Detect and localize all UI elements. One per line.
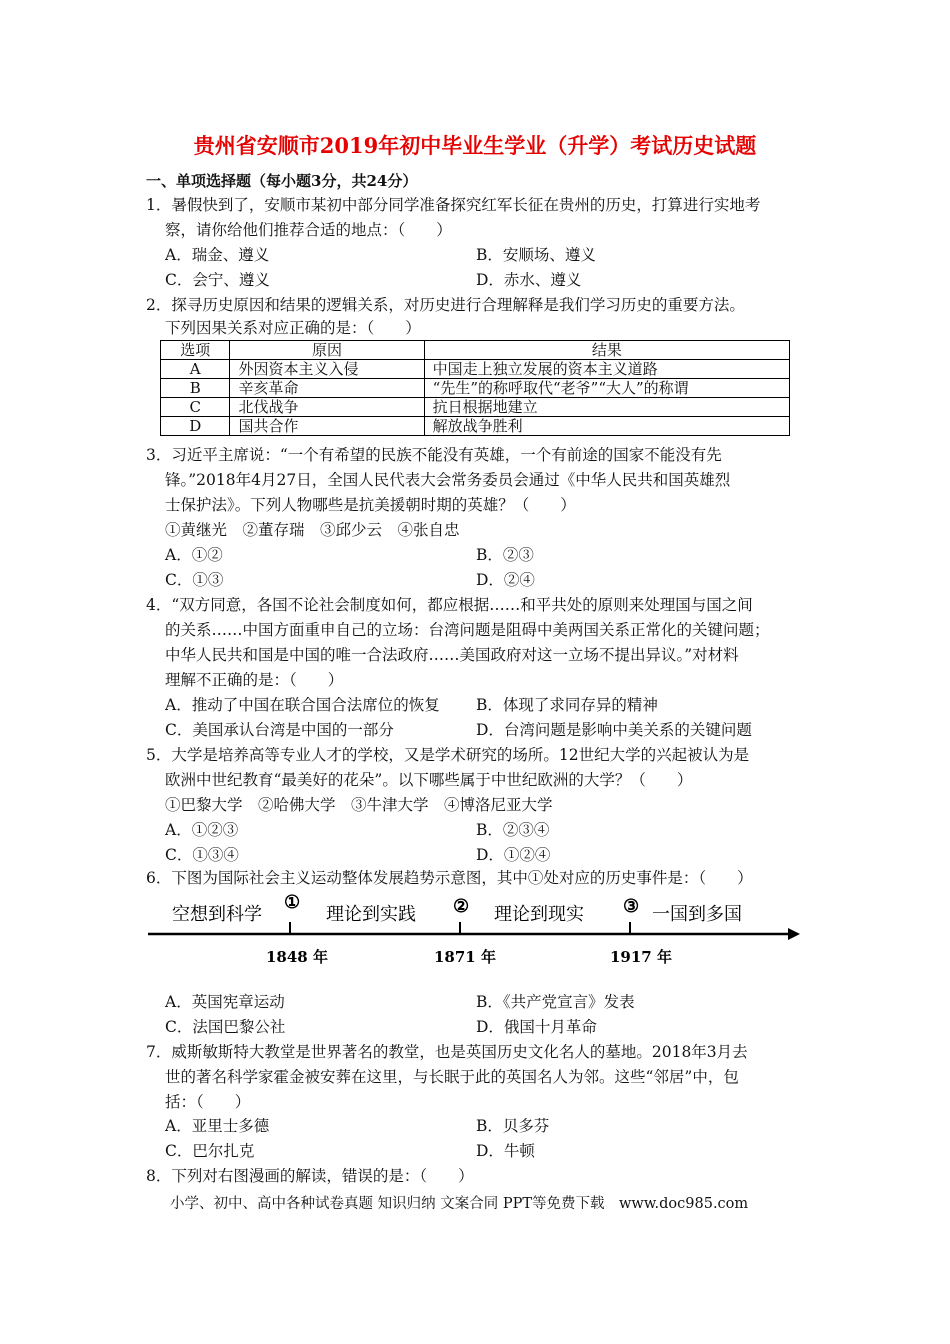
q7-stem-line-1: 7．威斯敏斯特大教堂是世界著名的教堂，也是英国历史文化名人的墓地。2018年3月去 (146, 1043, 748, 1061)
q4-option-a: A．推动了中国在联合国合法席位的恢复 (165, 696, 440, 714)
table-row (161, 360, 790, 379)
timeline-arrowhead (788, 928, 800, 940)
table-header-row (161, 341, 790, 360)
q4-option-d: D．台湾问题是影响中美关系的关键问题 (476, 721, 752, 739)
table-cell: A (161, 360, 230, 379)
timeline-marker: ③ (623, 896, 640, 917)
q7-stem-line-3: 括：（ ） (165, 1093, 251, 1111)
page-title: 贵州省安顺市2019年初中毕业生学业（升学）考试历史试题 (193, 133, 757, 158)
q5-option-b: B．②③④ (476, 821, 550, 839)
q3-items: ①黄继光 ②董存瑞 ③邱少云 ④张自忠 (165, 521, 460, 539)
q1-stem-line-2: 察，请你给他们推荐合适的地点：（ ） (165, 221, 452, 239)
table-cell: 抗日根据地建立 (424, 398, 789, 417)
table-cell: 中国走上独立发展的资本主义道路 (424, 360, 789, 379)
q8-stem: 8．下列对右图漫画的解读，错误的是：（ ） (146, 1167, 474, 1185)
timeline-marker: ① (284, 892, 301, 913)
q5-option-d: D．①②④ (476, 846, 551, 864)
table-cell: B (161, 379, 230, 398)
socialism-timeline-diagram (144, 890, 804, 972)
q6-stem: 6．下图为国际社会主义运动整体发展趋势示意图，其中①处对应的历史事件是：（ ） (146, 869, 753, 887)
table-header-cell: 原因 (230, 341, 424, 360)
q5-option-a: A．①②③ (165, 821, 239, 839)
q7-option-d: D．牛顿 (476, 1142, 535, 1160)
timeline-phase-label: 空想到科学 (172, 904, 262, 924)
timeline-phase-label: 理论到实践 (326, 904, 416, 924)
table-cell: 辛亥革命 (230, 379, 424, 398)
q5-stem-line-2: 欧洲中世纪教育“最美好的花朵”。以下哪些属于中世纪欧洲的大学？（ ） (165, 771, 693, 789)
q4-option-b: B．体现了求同存异的精神 (476, 696, 658, 714)
table-row (161, 417, 790, 436)
q2-stem-line-2: 下列因果关系对应正确的是：（ ） (165, 319, 421, 337)
page-footer: 小学、初中、高中各种试卷真题 知识归纳 文案合同 PPT等免费下载 www.doc985.com (170, 1196, 749, 1212)
timeline-phase-label: 一国到多国 (652, 904, 742, 924)
table-cell: 国共合作 (230, 417, 424, 436)
q6-option-d: D．俄国十月革命 (476, 1018, 597, 1036)
table-cell: 解放战争胜利 (424, 417, 789, 436)
q1-option-c: C．会宁、遵义 (165, 271, 270, 289)
q3-stem-line-2: 锋。”2018年4月27日，全国人民代表大会常务委员会通过《中华人民共和国英雄烈 (165, 471, 731, 489)
table-cell: D (161, 417, 230, 436)
table-cell: C (161, 398, 230, 417)
q5-option-c: C．①③④ (165, 846, 239, 864)
cause-effect-table (160, 340, 790, 436)
q1-option-a: A．瑞金、遵义 (165, 246, 270, 264)
table-row (161, 379, 790, 398)
table-cell: 外因资本主义入侵 (230, 360, 424, 379)
q4-stem-line-2: 的关系……中国方面重申自己的立场：台湾问题是阻碍中美两国关系正常化的关键问题； (165, 621, 770, 639)
table-cell: 北伐战争 (230, 398, 424, 417)
q3-stem-line-1: 3．习近平主席说：“一个有希望的民族不能没有英雄，一个有前途的国家不能没有先 (146, 446, 722, 464)
q4-stem-line-4: 理解不正确的是：（ ） (165, 671, 344, 689)
q7-option-b: B．贝多芬 (476, 1117, 550, 1135)
section-heading: 一、单项选择题（每小题3分，共24分） (146, 172, 418, 190)
table-cell: “先生”的称呼取代“老爷”“大人”的称谓 (424, 379, 789, 398)
q6-option-b: B．《共产党宣言》发表 (476, 993, 635, 1011)
q1-stem-line-1: 1．暑假快到了，安顺市某初中部分同学准备探究红军长征在贵州的历史，打算进行实地考 (146, 196, 761, 214)
q3-stem-line-3: 士保护法》。下列人物哪些是抗美援朝时期的英雄？（ ） (165, 496, 576, 514)
table-header-cell: 选项 (161, 341, 230, 360)
q7-stem-line-2: 世的著名科学家霍金被安葬在这里，与长眠于此的英国名人为邻。这些“邻居”中，包 (165, 1068, 739, 1086)
timeline-year-label: 1871 年 (434, 948, 496, 966)
q7-option-c: C．巴尔扎克 (165, 1142, 255, 1160)
timeline-marker: ② (453, 896, 470, 917)
q6-option-c: C．法国巴黎公社 (165, 1018, 286, 1036)
timeline-year-label: 1848 年 (266, 948, 328, 966)
q5-items: ①巴黎大学 ②哈佛大学 ③牛津大学 ④博洛尼亚大学 (165, 796, 553, 814)
timeline-phase-label: 理论到现实 (494, 904, 584, 924)
q4-stem-line-3: 中华人民共和国是中国的唯一合法政府……美国政府对这一立场不提出异议。”对材料 (165, 646, 739, 664)
table-row (161, 398, 790, 417)
q2-stem-line-1: 2．探寻历史原因和结果的逻辑关系，对历史进行合理解释是我们学习历史的重要方法。 (146, 296, 745, 314)
q6-option-a: A．英国宪章运动 (165, 993, 285, 1011)
table-header-cell: 结果 (424, 341, 789, 360)
q1-option-b: B．安顺场、遵义 (476, 246, 596, 264)
q1-option-d: D．赤水、遵义 (476, 271, 582, 289)
q4-option-c: C．美国承认台湾是中国的一部分 (165, 721, 394, 739)
q5-stem-line-1: 5．大学是培养高等专业人才的学校，又是学术研究的场所。12世纪大学的兴起被认为是 (146, 746, 750, 764)
q3-option-a: A．①② (165, 546, 223, 564)
timeline-year-label: 1917 年 (610, 948, 672, 966)
q7-option-a: A．亚里士多德 (165, 1117, 270, 1135)
q3-option-d: D．②④ (476, 571, 535, 589)
q3-option-b: B．②③ (476, 546, 534, 564)
q3-option-c: C．①③ (165, 571, 224, 589)
q4-stem-line-1: 4．“双方同意，各国不论社会制度如何，都应根据……和平共处的原则来处理国与国之间 (146, 596, 753, 614)
